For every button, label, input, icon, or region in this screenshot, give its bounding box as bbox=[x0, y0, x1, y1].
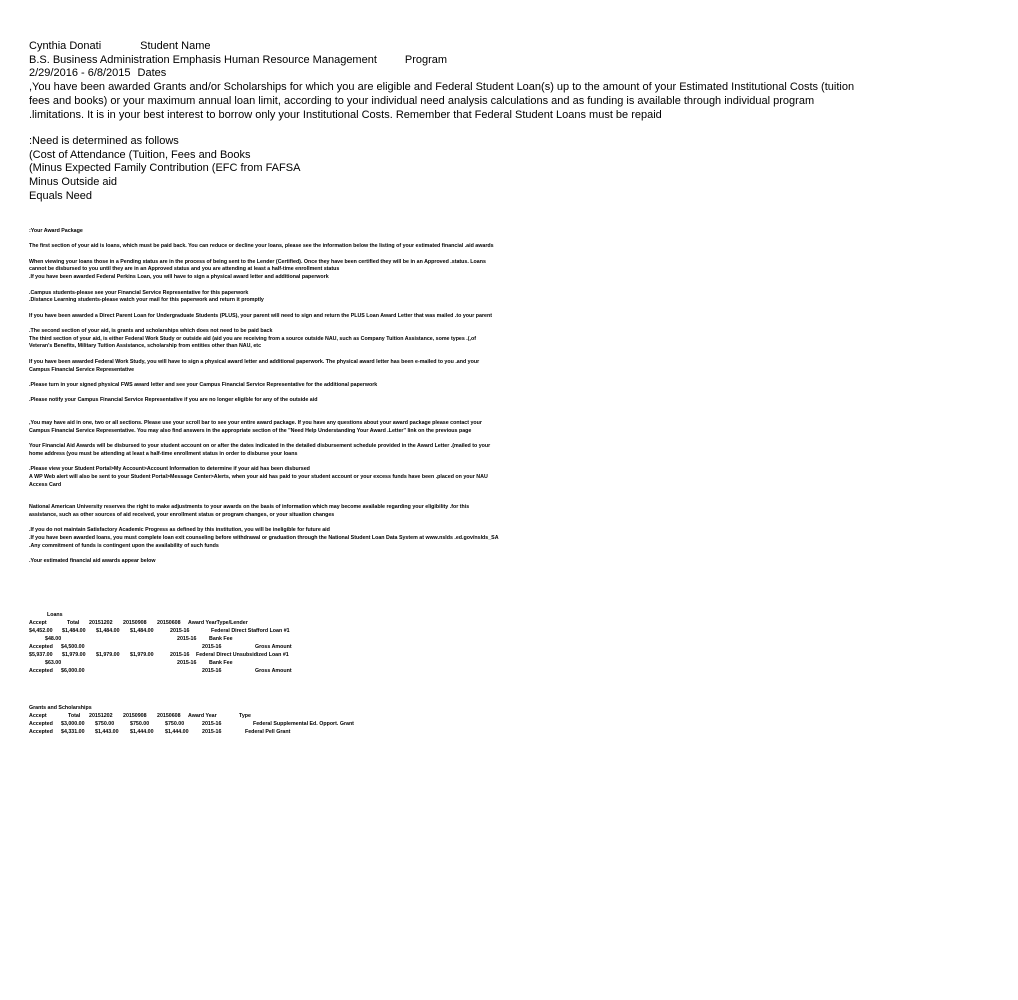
program-row bbox=[29, 54, 859, 68]
loan-cell-name: Federal Direct Stafford Loan #1 bbox=[211, 628, 290, 634]
loan-cell-date2: $1,979.00 bbox=[96, 652, 120, 658]
loan-cell-gross-year: 2015-16 bbox=[202, 668, 222, 674]
loan-cell-date3: $1,979.00 bbox=[130, 652, 154, 658]
fine-paragraph: The third section of your aid, is either Federal Work Study or outside aid (aid you are receiving from a source outside NAU, such as Company Tuition Assistance, some types .(,of Veteran's Benefits, Military Tuition Assistance, scholarship from entities other than NAU, etc bbox=[29, 335, 476, 350]
fine-paragraph: .Distance Learning students-please watch your mail for this paperwork and return it promptly bbox=[29, 297, 264, 304]
loan-cell-year: 2015-16 bbox=[170, 652, 190, 658]
grant-cell-date3: $1,444.00 bbox=[165, 729, 189, 735]
dates-label: Dates bbox=[137, 67, 167, 80]
loan-cell-name: Federal Direct Unsubsidized Loan #1 bbox=[196, 652, 289, 658]
grant-cell-total: $4,331.00 bbox=[61, 729, 85, 735]
grants-header-accept: Accept bbox=[29, 713, 47, 719]
loan-cell-fee: $48.00 bbox=[45, 636, 62, 642]
fine-paragraph: If you have been awarded a Direct Parent Loan for Undergraduate Students (PLUS), your parent will need to sign and return the PLUS Loan Award Letter that was mailed .to your parent bbox=[29, 312, 492, 319]
loan-cell-fee: $63.00 bbox=[45, 660, 62, 666]
loans-header-date3: 20150608 bbox=[157, 620, 181, 626]
loans-header-date2: 20150908 bbox=[123, 620, 147, 626]
loan-cell-fee-label: Bank Fee bbox=[209, 636, 233, 642]
award-package-title: :Your Award Package bbox=[29, 228, 83, 234]
student-name-value: Cynthia Donati bbox=[29, 40, 102, 52]
loan-cell-year: 2015-16 bbox=[170, 628, 190, 634]
fine-paragraph: .Any commitment of funds is contingent upon the availability of such funds bbox=[29, 542, 219, 549]
program-value: B.S. Business Administration Emphasis Human Resource Management bbox=[29, 53, 377, 66]
grants-header-date1: 20151202 bbox=[89, 713, 113, 719]
fine-paragraph: A WP Web alert will also be sent to your Student Portal>Message Center>Alerts, when your aid has paid to your student account or your excess funds have been .placed on your NAU Access Card bbox=[29, 473, 488, 488]
estimate-title: .Your estimated financial aid awards appear below bbox=[29, 558, 156, 565]
need-section bbox=[29, 135, 300, 204]
grant-cell-type: Federal Pell Grant bbox=[245, 729, 291, 735]
fine-paragraph: .The second section of your aid, is grants and scholarships which does not need to be paid back bbox=[29, 328, 273, 335]
fine-paragraph: .If you have been awarded loans, you must complete loan exit counseling before withdrawal or graduation through the National Student Loan Data System at www.nslds .ed.gov/nslds_SA bbox=[29, 535, 499, 542]
grant-cell-year: 2015-16 bbox=[202, 721, 222, 727]
grant-cell-accept: Accepted bbox=[29, 721, 53, 727]
fine-paragraph: The first section of your aid is loans, which must be paid back. You can reduce or decline your loans, please see the information below the listing of your estimated financial .aid awards bbox=[29, 243, 494, 250]
fine-paragraph: .Please notify your Campus Financial Service Representative if you are no longer eligible for any of the outside aid bbox=[29, 397, 318, 404]
loan-cell-fee-year: 2015-16 bbox=[177, 660, 197, 666]
need-title: :Need is determined as follows bbox=[29, 135, 179, 147]
need-line-equals: Equals Need bbox=[29, 189, 92, 202]
fine-paragraph: ,You may have aid in one, two or all sections. Please use your scroll bar to see your entire award package. If you have any questions about your award package please contact your Campus Financial Service Representative. You may also find answers in the appropriate section of the "Need Help Understanding Your Award .Letter" link on the previous page bbox=[29, 420, 482, 434]
loan-cell-date1: $1,484.00 bbox=[62, 628, 86, 634]
need-line-cost: (Cost of Attendance (Tuition, Fees and Books bbox=[29, 148, 251, 161]
grants-header-date2: 20150908 bbox=[123, 713, 147, 719]
intro-paragraph: ,You have been awarded Grants and/or Scholarships for which you are eligible and Federal Student Loan(s) up to the amount of your Estimated Institutional Costs (tuition fees and books) or your maximum annual loan limit, according to your individual need analysis calculations and as funding is available through individual program .limitations. It is in your best interest to borrow only your Institutional Costs. Remember that Federal Student Loans must be repaid bbox=[29, 81, 855, 121]
letter-header bbox=[29, 40, 859, 122]
loan-cell-gross: $4,500.00 bbox=[61, 644, 85, 650]
grant-cell-date2: $1,444.00 bbox=[130, 729, 154, 735]
loans-title: Loans bbox=[47, 612, 63, 618]
grant-cell-year: 2015-16 bbox=[202, 729, 222, 735]
fine-paragraph: .If you do not maintain Satisfactory Academic Progress as defined by this institution, you will be ineligible for future aid bbox=[29, 527, 330, 534]
grant-cell-type: Federal Supplemental Ed. Opport. Grant bbox=[253, 721, 354, 727]
grants-title: Grants and Scholarships bbox=[29, 705, 92, 711]
loan-cell-gross-year: 2015-16 bbox=[202, 644, 222, 650]
loan-cell-fee-label: Bank Fee bbox=[209, 660, 233, 666]
fine-paragraph: .Please turn in your signed physical FWS award letter and see your Campus Financial Service Representative for the additional paperwork bbox=[29, 381, 378, 388]
program-label: Program bbox=[404, 53, 448, 66]
loan-cell-total: $5,937.00 bbox=[29, 652, 53, 658]
grant-cell-date3: $750.00 bbox=[165, 721, 185, 727]
loans-table bbox=[29, 612, 329, 676]
loan-cell-gross: $6,000.00 bbox=[61, 668, 85, 674]
grant-cell-date2: $750.00 bbox=[130, 721, 150, 727]
student-name-label: Student Name bbox=[140, 40, 211, 52]
fine-paragraph: Your Financial Aid Awards will be disbursed to your student account on or after the dates indicated in the detailed disbursement schedule provided in the Award Letter .(mailed to your home address (you must be attending at least a half-time enrollment status in order to disburse your loans bbox=[29, 443, 491, 457]
fine-paragraph: When viewing your loans those in a Pending status are in the process of being sent to the Lender (Certified). Once they have been certified they will be in an Approved .status. Loans cannot be disbursed to you until they are in an Approved status and you are attending at least a half-time enrollment status bbox=[29, 258, 486, 273]
loans-header-year-type: Award YearType/Lender bbox=[188, 620, 248, 626]
loans-header-accept: Accept bbox=[29, 620, 47, 626]
loans-header-total: Total bbox=[67, 620, 80, 626]
loan-cell-total: $4,452.00 bbox=[29, 628, 53, 634]
loan-cell-gross-label: Gross Amount bbox=[255, 668, 292, 674]
need-line-efc: (Minus Expected Family Contribution (EFC from FAFSA bbox=[29, 162, 301, 175]
grants-header-date3: 20150608 bbox=[157, 713, 181, 719]
loan-cell-accept: Accepted bbox=[29, 668, 53, 674]
grants-header-total: Total bbox=[68, 713, 81, 719]
fine-paragraph: .Please view your Student Portal>My Account>Account Information to determine if your aid has been disbursed bbox=[29, 466, 310, 473]
loan-cell-date3: $1,484.00 bbox=[130, 628, 154, 634]
loan-cell-fee-year: 2015-16 bbox=[177, 636, 197, 642]
loan-cell-date1: $1,979.00 bbox=[62, 652, 86, 658]
grants-header-year: Award Year bbox=[188, 713, 217, 719]
dates-value: 2/29/2016 - 6/8/2015 bbox=[29, 67, 131, 80]
fine-paragraph: .If you have been awarded Federal Perkins Loan, you will have to sign a physical award letter and additional paperwork bbox=[29, 274, 329, 281]
loan-cell-date2: $1,484.00 bbox=[96, 628, 120, 634]
grants-header-type: Type bbox=[239, 713, 251, 719]
fine-paragraph: .Campus students-please see your Financial Service Representative for this paperwork bbox=[29, 289, 249, 296]
fine-paragraph: National American University reserves the right to make adjustments to your awards on the basis of information which may become available regarding your eligibility .for this assistance, such as other sources of aid received, your enrollment status or program changes, or your situation changes bbox=[29, 504, 470, 519]
grant-cell-date1: $750.00 bbox=[95, 721, 115, 727]
fine-paragraph: If you have been awarded Federal Work Study, you will have to sign a physical award letter and additional paperwork. The physical award letter has been e-mailed to you .and your Campus Financial Service Representative bbox=[29, 358, 480, 373]
grant-cell-date1: $1,443.00 bbox=[95, 729, 119, 735]
award-package-fine-print bbox=[29, 228, 499, 574]
grant-cell-accept: Accepted bbox=[29, 729, 53, 735]
dates-row bbox=[29, 67, 859, 81]
loan-cell-gross-label: Gross Amount bbox=[255, 644, 292, 650]
grants-table bbox=[29, 705, 389, 737]
loans-header-date1: 20151202 bbox=[89, 620, 113, 626]
student-name-row bbox=[29, 40, 859, 54]
need-line-outside-aid: Minus Outside aid bbox=[29, 176, 118, 189]
grant-cell-total: $3,000.00 bbox=[61, 721, 85, 727]
loan-cell-accept: Accepted bbox=[29, 644, 53, 650]
